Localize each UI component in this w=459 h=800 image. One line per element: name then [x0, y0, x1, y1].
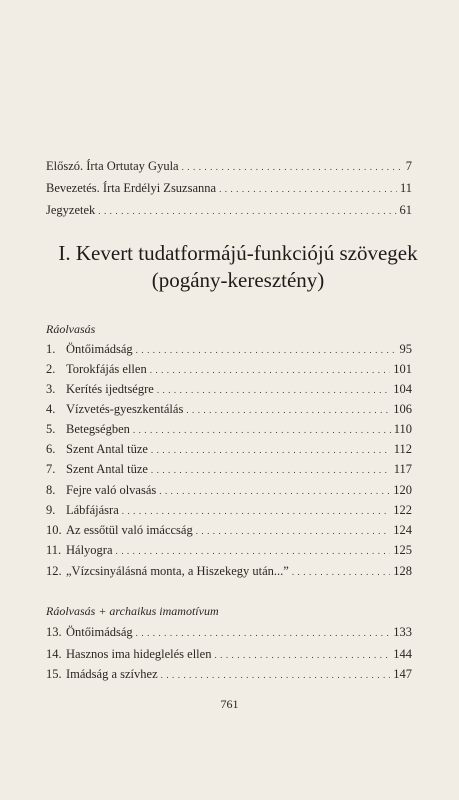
entry-title: Öntőimádság	[66, 342, 133, 356]
entry-page: 122	[393, 503, 412, 517]
entry-page: 120	[393, 483, 412, 497]
entry-page: 112	[393, 442, 412, 456]
entry-number: 15.	[46, 667, 62, 681]
entry-page: 106	[393, 402, 412, 416]
entry-title: Hályogra	[66, 543, 113, 557]
entry-title: Szent Antal tüze	[66, 442, 148, 456]
toc-entry[interactable]	[46, 341, 412, 358]
dot-leader	[161, 666, 391, 683]
chapter-title-line2: (pogány-keresztény)	[151, 268, 325, 292]
entry-title: Bevezetés. Írta Erdélyi Zsuzsanna	[46, 181, 217, 195]
dot-leader	[159, 482, 390, 499]
toc-entry[interactable]	[46, 361, 412, 378]
entry-number: 14.	[46, 647, 62, 661]
entry-title: Betegségben	[66, 422, 130, 436]
entry-title: Vízvetés-gyeszkentálás	[66, 402, 184, 416]
entry-title: Kerítés ijedtségre	[66, 382, 154, 396]
page-number: 761	[220, 697, 239, 711]
chapter-title	[58, 240, 418, 294]
entry-page: 7	[405, 159, 412, 173]
entry-page: 117	[393, 462, 412, 476]
entry-title: Torokfájás ellen	[66, 362, 147, 376]
dot-leader	[292, 563, 390, 580]
toc-entry[interactable]	[46, 401, 412, 418]
entry-page: 124	[393, 523, 412, 537]
entry-title: Hasznos ima hideglelés ellen	[66, 647, 212, 661]
entry-page: 133	[393, 625, 412, 639]
entry-title: Lábfájásra	[66, 503, 119, 517]
entry-page: 101	[393, 362, 412, 376]
entry-number: 7.	[46, 462, 56, 476]
entry-page: 128	[393, 564, 412, 578]
dot-leader	[157, 381, 390, 398]
entry-title: Előszó. Írta Ortutay Gyula	[46, 159, 179, 173]
entry-title: Fejre való olvasás	[66, 483, 157, 497]
chapter-title-line1: I. Kevert tudatformájú-funkciójú szövegek	[58, 241, 418, 265]
entry-number: 2.	[46, 362, 56, 376]
toc-entry[interactable]	[46, 502, 412, 519]
entry-page: 144	[393, 647, 412, 661]
dot-leader	[196, 522, 391, 539]
entry-number: 5.	[46, 422, 56, 436]
entry-title: Jegyzetek	[46, 203, 96, 217]
toc-entry[interactable]	[46, 646, 412, 663]
entry-number: 4.	[46, 402, 56, 416]
entry-title: Szent Antal tüze	[66, 462, 148, 476]
dot-leader	[151, 441, 391, 458]
entry-number: 1.	[46, 342, 56, 356]
entry-page: 147	[393, 667, 412, 681]
entry-number: 9.	[46, 503, 56, 517]
section-heading: Ráolvasás + archaikus imamotívum	[46, 604, 219, 618]
entry-number: 12.	[46, 564, 62, 578]
dot-leader	[182, 158, 403, 175]
toc-entry[interactable]	[46, 624, 412, 641]
dot-leader	[116, 542, 391, 559]
dot-leader	[186, 401, 390, 418]
entry-number: 8.	[46, 483, 56, 497]
dot-leader	[136, 624, 391, 641]
entry-title: Az essőtül való imáccság	[66, 523, 193, 537]
toc-entry[interactable]	[46, 381, 412, 398]
toc-entry[interactable]	[46, 563, 412, 580]
section-heading: Ráolvasás	[46, 322, 96, 336]
dot-leader	[122, 502, 391, 519]
entry-title: Imádság a szívhez	[66, 667, 158, 681]
entry-page: 104	[393, 382, 412, 396]
toc-entry[interactable]	[46, 542, 412, 559]
entry-page: 11	[399, 181, 412, 195]
toc-entry[interactable]	[46, 666, 412, 683]
dot-leader	[151, 461, 391, 478]
toc-front-entry[interactable]	[46, 202, 412, 219]
dot-leader	[98, 202, 396, 219]
toc-front-entry[interactable]	[46, 180, 412, 197]
entry-number: 3.	[46, 382, 56, 396]
toc-entry[interactable]	[46, 461, 412, 478]
entry-page: 95	[399, 342, 412, 356]
toc-front-entry[interactable]	[46, 158, 412, 175]
entry-page: 125	[393, 543, 412, 557]
toc-entry[interactable]	[46, 522, 412, 539]
entry-title: „Vízcsinyálásná monta, a Hiszekegy után...”	[66, 564, 289, 578]
entry-page: 61	[399, 203, 412, 217]
entry-number: 6.	[46, 442, 56, 456]
dot-leader	[133, 421, 391, 438]
dot-leader	[214, 646, 390, 663]
toc-entry[interactable]	[46, 421, 412, 438]
entry-number: 10.	[46, 523, 62, 537]
dot-leader	[136, 341, 397, 358]
entry-page: 110	[393, 422, 412, 436]
entry-title: Öntőimádság	[66, 625, 133, 639]
dot-leader	[150, 361, 391, 378]
entry-number: 11.	[46, 543, 62, 557]
entry-number: 13.	[46, 625, 62, 639]
dot-leader	[219, 180, 397, 197]
toc-entry[interactable]	[46, 441, 412, 458]
toc-entry[interactable]	[46, 482, 412, 499]
